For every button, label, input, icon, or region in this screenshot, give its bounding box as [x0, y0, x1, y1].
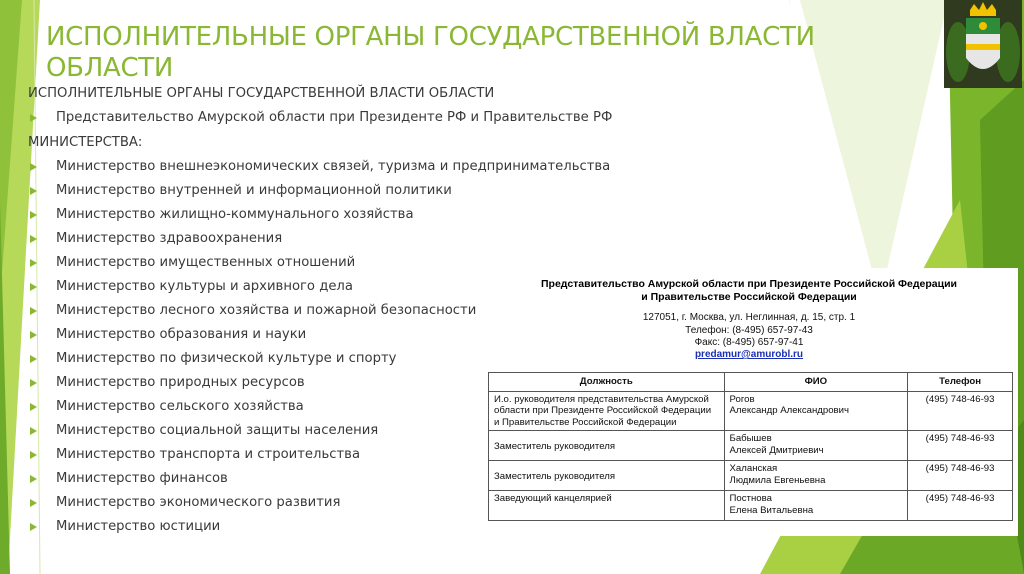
list-item: [28, 303, 476, 318]
name-cell: [724, 491, 908, 521]
column-header: Должность: [489, 373, 725, 392]
subtitle: ИСПОЛНИТЕЛЬНЫЕ ОРГАНЫ ГОСУДАРСТВЕННОЙ ВЛАСТИ ОБЛАСТИ: [28, 86, 495, 101]
info-heading-line1: Представительство Амурской области при Президенте Российской Федерации: [541, 278, 957, 290]
list-item-label: Министерство здравоохранения: [56, 231, 283, 246]
bullet-arrow-icon: [30, 283, 37, 291]
list-item-label: Министерство социальной защиты населения: [56, 423, 379, 438]
position-cell: Заместитель руководителя: [489, 431, 725, 461]
list-item-label: Министерство юстиции: [56, 519, 221, 534]
list-item: [28, 447, 360, 462]
name-cell: [724, 391, 908, 431]
bullet-arrow-icon: [30, 427, 37, 435]
given-names: Александр Александрович: [729, 405, 849, 416]
table-row: [489, 461, 1013, 491]
list-item: [28, 375, 305, 390]
bullet-arrow-icon: [30, 331, 37, 339]
bullet-arrow-icon: [30, 355, 37, 363]
column-header: ФИО: [724, 373, 908, 392]
bullet-arrow-icon: [30, 451, 37, 459]
list-item: [28, 399, 304, 414]
bullet-arrow-icon: [30, 475, 37, 483]
coat-of-arms-logo: [944, 0, 1022, 88]
column-header: Телефон: [908, 373, 1013, 392]
surname: Халанская: [729, 463, 778, 474]
bullet-arrow-icon: [30, 114, 37, 122]
list-item-label: Министерство имущественных отношений: [56, 255, 356, 270]
list-item: [28, 159, 610, 174]
position-cell: Заместитель руководителя: [489, 461, 725, 491]
table-row: [489, 491, 1013, 521]
table-row: [489, 391, 1013, 431]
list-item-label: Министерство по физической культуре и спорту: [56, 351, 397, 366]
bullet-arrow-icon: [30, 403, 37, 411]
bullet-arrow-icon: [30, 307, 37, 315]
phone-cell: (495) 748-46-93: [908, 461, 1013, 491]
list-item-label: Министерство внешнеэкономических связей, туризма и предпринимательства: [56, 159, 611, 174]
list-item: [28, 207, 414, 222]
info-phone: Телефон: (8-495) 657-97-43: [685, 325, 813, 336]
list-item-label: Министерство жилищно-коммунального хозяйства: [56, 207, 414, 222]
given-names: Людмила Евгеньевна: [729, 474, 826, 486]
given-names: Елена Витальевна: [729, 504, 814, 516]
email-link[interactable]: predamur@amurobl.ru: [694, 349, 804, 360]
staff-table: [488, 372, 1013, 521]
list-item: [28, 423, 378, 438]
ministries-heading: МИНИСТЕРСТВА:: [28, 135, 143, 150]
info-address: 127051, г. Москва, ул. Неглинная, д. 15, стр. 1: [642, 312, 856, 323]
name-cell: [724, 431, 908, 461]
list-item-label: Представительство Амурской области при Президенте РФ и Правительстве РФ: [56, 110, 613, 125]
list-item: [28, 519, 220, 534]
position-cell: И.о. руководителя представительства Амурской области при Президенте Российской Федерации и Правительстве Российской Федерации: [489, 391, 725, 431]
list-item: [28, 231, 282, 246]
list-item: [28, 471, 228, 486]
list-item-label: Министерство образования и науки: [56, 327, 307, 342]
page-title: ИСПОЛНИТЕЛЬНЫЕ ОРГАНЫ ГОСУДАРСТВЕННОЙ ВЛАСТИ ОБЛАСТИ: [46, 22, 815, 83]
given-names: Алексей Дмитриевич: [729, 444, 824, 456]
representation-info-card: [480, 268, 1018, 536]
table-row: [489, 431, 1013, 461]
bullet-arrow-icon: [30, 235, 37, 243]
list-item-representation: [28, 110, 612, 125]
bullet-arrow-icon: [30, 211, 37, 219]
list-item: [28, 279, 353, 294]
list-item-label: Министерство культуры и архивного дела: [56, 279, 353, 294]
list-item-label: Министерство сельского хозяйства: [56, 399, 304, 414]
surname: Бабышев: [729, 433, 772, 444]
info-heading: [480, 278, 1018, 304]
list-item: [28, 255, 355, 270]
info-fax: Факс: (8-495) 657-97-41: [694, 337, 804, 348]
position-cell: Заведующий канцелярией: [489, 491, 725, 521]
list-item-label: Министерство экономического развития: [56, 495, 341, 510]
list-item-label: Министерство внутренней и информационной политики: [56, 183, 452, 198]
list-item: [28, 495, 340, 510]
bullet-arrow-icon: [30, 259, 37, 267]
bullet-arrow-icon: [30, 499, 37, 507]
phone-cell: (495) 748-46-93: [908, 431, 1013, 461]
bullet-arrow-icon: [30, 187, 37, 195]
surname: Рогов: [729, 393, 755, 405]
info-heading-line2: и Правительстве Российской Федерации: [641, 291, 857, 303]
bullet-arrow-icon: [30, 523, 37, 531]
info-email-row: [480, 349, 1018, 360]
name-cell: [724, 461, 908, 491]
bullet-arrow-icon: [30, 163, 37, 171]
list-item-label: Министерство транспорта и строительства: [56, 447, 361, 462]
list-item-label: Министерство природных ресурсов: [56, 375, 305, 390]
table-header-row: [489, 373, 1013, 392]
phone-cell: (495) 748-46-93: [908, 391, 1013, 431]
list-item: [28, 351, 396, 366]
list-item: [28, 327, 306, 342]
list-item-label: Министерство финансов: [56, 471, 228, 486]
list-item-label: Министерство лесного хозяйства и пожарной безопасности: [56, 303, 477, 318]
phone-cell: (495) 748-46-93: [908, 491, 1013, 521]
surname: Постнова: [729, 493, 772, 504]
bullet-arrow-icon: [30, 379, 37, 387]
list-item: [28, 183, 452, 198]
